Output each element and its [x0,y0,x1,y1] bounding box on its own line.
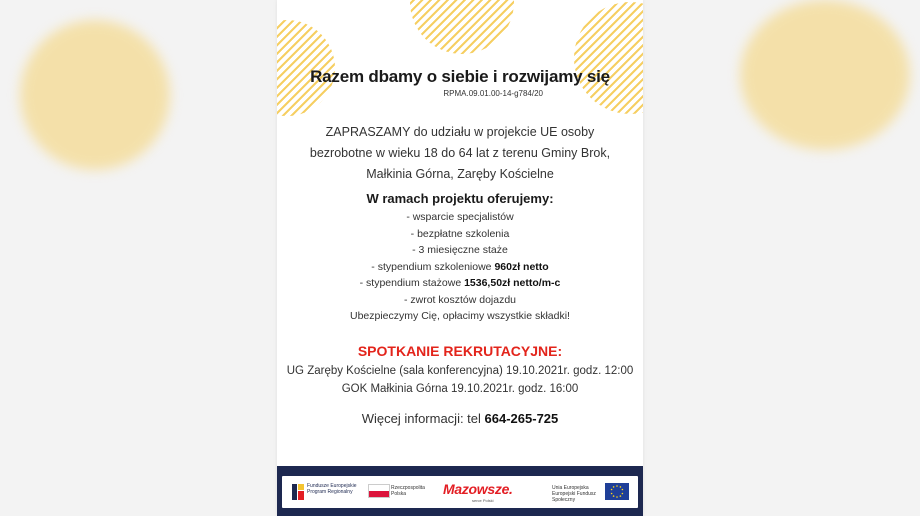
eu-funds-logo-icon [292,484,304,500]
offer-heading: W ramach projektu oferujemy: [366,191,554,206]
offer-item-text: - 3 miesięczne staże [412,244,508,256]
insurance-note [277,308,643,325]
offer-item [277,259,643,276]
poland-text: Rzeczpospolita Polska [391,485,425,497]
offer-item-text: - bezpłatne szkolenia [410,227,510,240]
meeting-heading: SPOTKANIE REKRUTACYJNE: [357,343,563,359]
eu-text: Unia Europejska Europejski Fundusz Społeczny [552,485,596,503]
blurred-decor-disc [740,0,910,150]
offer-item-text: - wsparcie specjalistów [406,211,514,223]
offer-item-text: - zwrot kosztów dojazdu [403,293,517,306]
meeting-item: UG Zaręby Kościelne (sala konferencyjna) 19.10.2021r. godz. 12:00 [286,365,634,377]
contact-phone: 664-265-725 [484,411,559,426]
footer-bar [277,466,643,516]
offer-item [277,275,643,292]
offer-item-amount: 1536,50zł netto/m-c [464,277,561,289]
offer-item-text: - stypendium szkoleniowe [371,260,495,273]
offer-item-amount: 960zł netto [494,260,549,273]
offer-item [277,209,643,226]
meeting-item: GOK Małkinia Górna 19.10.2021r. godz. 16:00 [341,383,579,395]
invitation-line: bezrobotne w wieku 18 do 64 lat z terenu Gminy Brok, [309,146,611,160]
offer-item [277,292,643,309]
decor-circle-center [410,0,514,54]
offer-list [277,209,643,325]
meeting-list [277,362,643,398]
offer-item [277,242,643,259]
eu-flag-icon [605,483,629,500]
blurred-decor-disc [20,20,170,170]
mazowsze-logo: Mazowsze. [443,481,513,497]
recruitment-poster [277,0,643,516]
eu-funds-text: Fundusze Europejskie Program Regionalny [307,483,357,495]
mazowsze-tagline: serce Polski [472,498,494,503]
insurance-note-text: Ubezpieczymy Cię, opłacimy wszystkie składki! [350,310,570,322]
contact-label: Więcej informacji: tel [361,411,485,426]
funding-logos [282,476,638,508]
offer-item-text: - stypendium stażowe [359,277,465,289]
contact-info [277,411,643,426]
decor-circle-right [574,2,643,114]
invitation-text [287,122,633,185]
project-code: RPMA.09.01.00-14-g784/20 [443,89,543,98]
offer-item [277,226,643,243]
poland-flag-icon [368,484,390,498]
invitation-line: ZAPRASZAMY do udziału w projekcie UE osoby [325,125,595,139]
invitation-line: Małkinia Górna, Zaręby Kościelne [366,167,554,181]
poster-title: Razem dbamy o siebie i rozwijamy się [310,67,610,86]
